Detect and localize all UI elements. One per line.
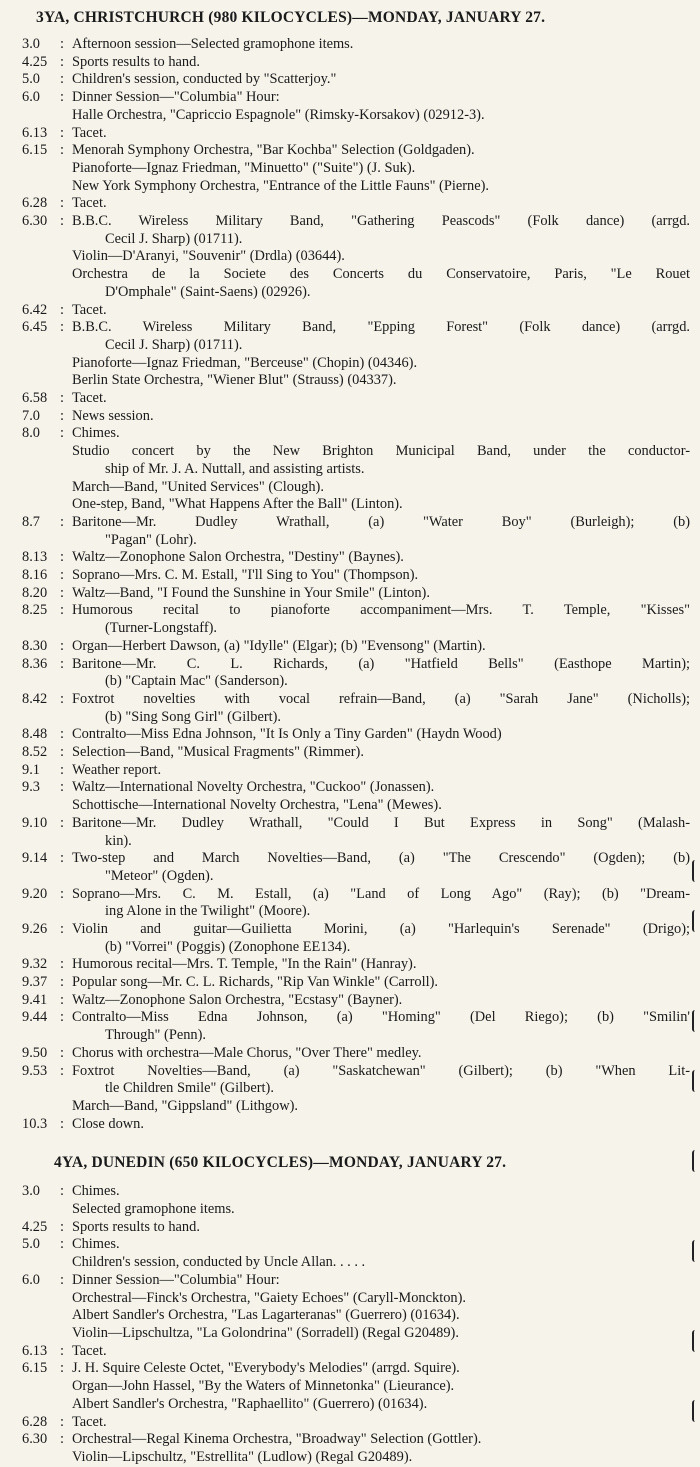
entry-time: 3.0 [22,36,40,52]
schedule-entry [0,425,700,514]
entry-time: 8.25 [22,602,48,619]
binding-mark [692,910,700,932]
schedule-entry [0,638,700,656]
schedule-entry [0,195,700,213]
entry-line: J. H. Squire Celeste Octet, "Everybody's Melodies" (arrgd. Squire). [72,1360,460,1377]
entry-time: 7.0 [22,407,40,424]
time-separator: : [60,1413,64,1430]
schedule-entry [0,1009,700,1044]
entry-line: Soprano—Mrs. C. M. Estall, "I'll Sing to You" (Thompson). [72,567,419,584]
entry-line: Tacet. [72,124,107,141]
schedule-entry [0,921,700,956]
entry-line: Waltz—International Novelty Orchestra, "Cuckoo" (Jonassen). [72,779,435,796]
time-separator: : [60,991,64,1008]
entry-line: Dinner Session—"Columbia" Hour: [72,89,280,106]
schedule-entry [0,319,700,390]
binding-mark [692,1240,700,1262]
schedule-entry [0,54,700,72]
schedule-entry [0,142,700,195]
entry-time: 6.28 [22,195,48,212]
entry-list [0,36,700,1133]
schedule-entry [0,779,700,814]
time-separator: : [60,1183,64,1200]
time-separator: : [60,1062,64,1079]
time-separator: : [60,53,64,70]
time-separator: : [60,1115,64,1132]
schedule-entry [0,1045,700,1063]
time-separator: : [60,726,64,743]
time-separator: : [60,1236,64,1253]
entry-line: Waltz—Zonophone Salon Orchestra, "Ecstasy" (Bayner). [72,991,403,1008]
schedule-entry [0,1063,700,1116]
time-separator: : [60,71,64,88]
time-separator: : [60,637,64,654]
entry-line: Pianoforte—Ignaz Friedman, "Minuetto" ("Suite") (J. Suk). [72,159,416,176]
time-separator: : [60,602,64,619]
entry-line: Baritone—Mr. Dudley Wrathall, (a) "Water Boy" (Burleigh); (b) [72,513,690,530]
entry-time: 8.36 [22,655,48,672]
time-separator: : [60,301,64,318]
entry-line: Chimes. [72,1236,120,1253]
entry-time: 9.37 [22,974,48,991]
entry-time: 8.13 [22,549,48,566]
entry-line: Dinner Session—"Columbia" Hour: [72,1271,280,1288]
entry-line: Two-step and March Novelties—Band, (a) "The Crescendo" (Ogden); (b) [72,850,690,867]
time-separator: : [60,974,64,991]
entry-time: 9.1 [22,761,40,778]
entry-time: 9.53 [22,1062,48,1079]
schedule-entry [0,302,700,320]
binding-mark [692,1010,700,1032]
schedule-entry [0,1236,700,1271]
entry-line: News session. [72,407,154,424]
schedule-entry [0,1116,700,1134]
entry-line: Cecil J. Sharp) (01711). [105,230,243,247]
schedule-entry [0,567,700,585]
time-separator: : [60,1360,64,1377]
entry-time: 6.15 [22,1360,48,1377]
entry-time: 8.52 [22,744,48,760]
entry-line: Children's session, conducted by "Scatterjoy." [72,71,337,88]
entry-line: "Meteor" (Ogden). [105,867,214,884]
entry-line: Tacet. [72,195,107,212]
station-heading: 4YA, DUNEDIN (650 KILOCYCLES)—MONDAY, JANUARY 27. [54,1154,507,1172]
entry-line: Humorous recital—Mrs. T. Temple, "In the Rain" (Hanray). [72,956,417,973]
entry-line: Weather report. [72,761,162,778]
entry-line: Waltz—Band, "I Found the Sunshine in Your Smile" (Linton). [72,584,430,601]
time-separator: : [60,655,64,672]
entry-time: 9.10 [22,814,48,831]
entry-line: ship of Mr. J. A. Nuttall, and assisting artists. [105,460,365,477]
time-separator: : [60,690,64,707]
entry-time: 6.58 [22,390,48,407]
entry-line: Violin—Lipschultza, "La Golondrina" (Sorradell) (Regal G20489). [72,1325,459,1341]
entry-line: Baritone—Mr. C. L. Richards, (a) "Hatfield Bells" (Easthope Martin); [72,655,690,672]
entry-line: D'Omphale" (Saint-Saens) (02926). [105,283,311,300]
entry-line: Orchestral—Finck's Orchestra, "Gaiety Echoes" (Caryll-Monckton). [72,1289,466,1306]
schedule-entry [0,1183,700,1218]
entry-line: Waltz—Zonophone Salon Orchestra, "Destiny" (Baynes). [72,549,404,566]
entry-line: Contralto—Miss Edna Johnson, (a) "Homing" (Del Riego); (b) "Smilin' [72,1009,690,1026]
time-separator: : [60,956,64,973]
entry-time: 6.15 [22,142,48,159]
entry-line: Violin—D'Aranyi, "Souvenir" (Drdla) (03644). [72,248,345,265]
schedule-entry [0,549,700,567]
entry-line: B.B.C. Wireless Military Band, "Gathering Peascods" (Folk dance) (arrgd. [72,213,690,230]
time-separator: : [60,584,64,601]
entry-line: Violin and guitar—Guilietta Morini, (a) "Harlequin's Serenade" (Drigo); [72,920,690,937]
entry-time: 8.7 [22,513,40,530]
entry-time: 9.32 [22,956,48,973]
entry-line: Halle Orchestra, "Capriccio Espagnole" (Rimsky-Korsakov) (02912-3). [72,106,485,123]
entry-time: 6.13 [22,1342,48,1359]
binding-mark [692,860,700,882]
entry-time: 8.48 [22,726,48,743]
entry-line: Children's session, conducted by Uncle Allan. . . . . [72,1254,366,1271]
time-separator: : [60,407,64,424]
entry-line: B.B.C. Wireless Military Band, "Epping Forest" (Folk dance) (arrgd. [72,319,690,336]
time-separator: : [60,213,64,230]
station-heading: 3YA, CHRISTCHURCH (980 KILOCYCLES)—MONDAY, JANUARY 27. [36,9,546,26]
schedule-entry [0,89,700,124]
time-separator: : [60,513,64,530]
entry-line: Tacet. [72,1413,107,1430]
entry-line: Pianoforte—Ignaz Friedman, "Berceuse" (Chopin) (04346). [72,354,418,371]
time-separator: : [60,1431,64,1448]
entry-line: ing Alone in the Twilight" (Moore). [105,903,311,920]
entry-line: Afternoon session—Selected gramophone items. [72,36,354,52]
entry-line: (b) "Sing Song Girl" (Gilbert). [105,708,282,725]
entry-time: 6.28 [22,1413,48,1430]
entry-line: March—Band, "United Services" (Clough). [72,478,324,495]
schedule-entry [0,71,700,89]
entry-line: Baritone—Mr. Dudley Wrathall, "Could I But Express in Song" (Malash- [72,814,690,831]
entry-line: Cecil J. Sharp) (01711). [105,336,243,353]
binding-mark [692,1330,700,1352]
entry-time: 8.20 [22,584,48,601]
station-section-3ya [0,6,700,1133]
schedule-entry [0,691,700,726]
schedule-entry [0,408,700,426]
time-separator: : [60,744,64,760]
entry-time: 9.41 [22,991,48,1008]
schedule-entry [0,1272,700,1343]
entry-line: (b) "Vorrei" (Poggis) (Zonophone EE134). [105,938,351,955]
entry-line: One-step, Band, "What Happens After the Ball" (Linton). [72,496,403,513]
time-separator: : [60,36,64,52]
time-separator: : [60,1044,64,1061]
schedule-entry [0,974,700,992]
entry-line: Organ—Herbert Dawson, (a) "Idylle" (Elgar); (b) "Evensong" (Martin). [72,637,486,654]
entry-time: 8.42 [22,690,48,707]
schedule-entry [0,956,700,974]
station-section-4ya [0,1151,700,1466]
time-separator: : [60,390,64,407]
entry-line: (b) "Captain Mac" (Sanderson). [105,673,288,690]
schedule-entry [0,656,700,691]
entry-line: "Pagan" (Lohr). [105,531,197,548]
binding-mark [692,1150,700,1172]
binding-mark [692,1070,700,1092]
entry-time: 6.42 [22,301,48,318]
entry-line: tle Children Smile" (Gilbert). [105,1080,274,1097]
entry-line: (Turner-Longstaff). [105,620,218,637]
entry-line: Violin—Lipschultz, "Estrellita" (Ludlow) (Regal G20489). [72,1448,413,1465]
entry-time: 6.30 [22,1431,48,1448]
schedule-entry [0,815,700,850]
time-separator: : [60,549,64,566]
schedule-entry [0,1431,700,1466]
entry-time: 4.25 [22,53,48,70]
entry-line: Tacet. [72,301,107,318]
schedule-entry [0,36,700,54]
entry-line: Albert Sandler's Orchestra, "Las Lagarteranas" (Guerrero) (01634). [72,1307,460,1324]
time-separator: : [60,920,64,937]
entry-line: kin). [105,832,132,849]
time-separator: : [60,195,64,212]
entry-time: 9.44 [22,1009,48,1026]
entry-time: 6.0 [22,1271,40,1288]
entry-line: Sports results to hand. [72,53,200,70]
entry-line: Studio concert by the New Brighton Municipal Band, under the conductor- [72,443,690,460]
entry-list [0,1183,700,1466]
entry-line: New York Symphony Orchestra, "Entrance of the Little Fauns" (Pierne). [72,177,489,194]
entry-line: Menorah Symphony Orchestra, "Bar Kochba" Selection (Goldgaden). [72,142,475,159]
entry-time: 6.30 [22,213,48,230]
entry-line: Orchestra de la Societe des Concerts du Conservatoire, Paris, "Le Rouet [72,266,690,283]
schedule-entry [0,744,700,762]
entry-line: Selection—Band, "Musical Fragments" (Rimmer). [72,744,364,760]
entry-time: 6.45 [22,319,48,336]
entry-time: 6.13 [22,124,48,141]
entry-time: 8.0 [22,425,40,442]
time-separator: : [60,779,64,796]
time-separator: : [60,1009,64,1026]
entry-line: Tacet. [72,1342,107,1359]
entry-line: Chimes. [72,1183,120,1200]
time-separator: : [60,1218,64,1235]
time-separator: : [60,850,64,867]
entry-time: 4.25 [22,1218,48,1235]
time-separator: : [60,814,64,831]
entry-line: Contralto—Miss Edna Johnson, "It Is Only a Tiny Garden" (Haydn Wood) [72,726,502,743]
entry-time: 5.0 [22,1236,40,1253]
entry-time: 9.50 [22,1044,48,1061]
schedule-entry [0,762,700,780]
time-separator: : [60,1342,64,1359]
entry-line: Albert Sandler's Orchestra, "Raphaellito" (Guerrero) (01634). [72,1395,428,1412]
entry-line: Popular song—Mr. C. L. Richards, "Rip Van Winkle" (Carroll). [72,974,438,991]
entry-line: Organ—John Hassel, "By the Waters of Minnetonka" (Lieurance). [72,1378,455,1395]
entry-time: 3.0 [22,1183,40,1200]
time-separator: : [60,89,64,106]
entry-time: 8.30 [22,637,48,654]
entry-time: 9.3 [22,779,40,796]
entry-line: Berlin State Orchestra, "Wiener Blut" (Strauss) (04337). [72,372,397,389]
entry-line: Orchestral—Regal Kinema Orchestra, "Broadway" Selection (Gottler). [72,1431,482,1448]
time-separator: : [60,142,64,159]
entry-line: Selected gramophone items. [72,1201,235,1218]
entry-line: Schottische—International Novelty Orchestra, "Lena" (Mewes). [72,797,442,814]
entry-time: 5.0 [22,71,40,88]
time-separator: : [60,1271,64,1288]
time-separator: : [60,761,64,778]
entry-time: 9.20 [22,885,48,902]
entry-time: 9.26 [22,920,48,937]
entry-line: Chimes. [72,425,120,442]
time-separator: : [60,885,64,902]
schedule-entry [0,992,700,1010]
schedule-entry [0,514,700,549]
entry-line: Tacet. [72,390,107,407]
schedule-entry [0,1360,700,1413]
entry-line: Soprano—Mrs. C. M. Estall, (a) "Land of Long Ago" (Ray); (b) "Dream- [72,885,690,902]
time-separator: : [60,319,64,336]
entry-line: March—Band, "Gippsland" (Lithgow). [72,1097,298,1114]
schedule-entry [0,850,700,885]
entry-line: Through" (Penn). [105,1027,206,1044]
schedule-entry [0,1414,700,1432]
entry-time: 8.16 [22,567,48,584]
entry-time: 10.3 [22,1115,48,1132]
time-separator: : [60,567,64,584]
schedule-entry [0,390,700,408]
time-separator: : [60,425,64,442]
schedule-entry [0,1219,700,1237]
schedule-entry [0,726,700,744]
schedule-entry [0,602,700,637]
entry-line: Foxtrot Novelties—Band, (a) "Saskatchewan" (Gilbert); (b) "When Lit- [72,1062,690,1079]
schedule-entry [0,213,700,301]
entry-time: 9.14 [22,850,48,867]
entry-line: Sports results to hand. [72,1218,200,1235]
schedule-entry [0,1343,700,1361]
entry-time: 6.0 [22,89,40,106]
entry-line: Humorous recital to pianoforte accompaniment—Mrs. T. Temple, "Kisses" [72,602,690,619]
schedule-entry [0,585,700,603]
entry-line: Foxtrot novelties with vocal refrain—Band, (a) "Sarah Jane" (Nicholls); [72,690,690,707]
binding-mark [692,1400,700,1422]
entry-line: Close down. [72,1115,144,1132]
schedule-entry [0,125,700,143]
entry-line: Chorus with orchestra—Male Chorus, "Over There" medley. [72,1044,422,1061]
time-separator: : [60,124,64,141]
schedule-entry [0,886,700,921]
